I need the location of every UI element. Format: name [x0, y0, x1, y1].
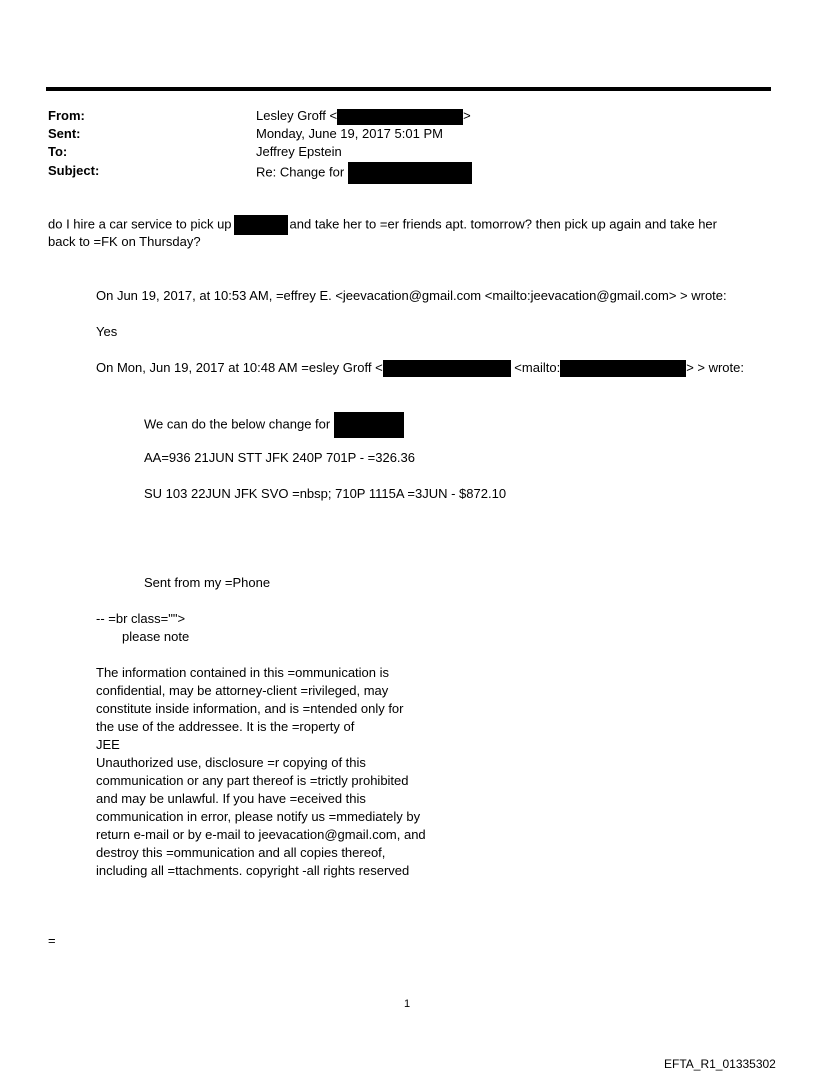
redaction-box	[383, 360, 511, 377]
page-number: 1	[404, 998, 411, 1010]
document-id: EFTA_R1_01335302	[664, 1057, 776, 1071]
flight-line-1: AA=936 21JUN STT JFK 240P 701P - =326.36	[144, 450, 416, 465]
disclaimer-line: JEE	[96, 737, 120, 752]
body-line-1	[48, 215, 717, 235]
sent-value: Monday, June 19, 2017 5:01 PM	[256, 126, 443, 141]
disclaimer-line: the use of the addressee. It is the =roperty of	[96, 719, 355, 734]
redaction-box	[337, 109, 463, 125]
subject-text: Re: Change for	[256, 164, 345, 180]
quote-header-2	[96, 359, 744, 377]
disclaimer-line: constitute inside information, and is =ntended only for	[96, 701, 404, 716]
quote-text: On Mon, Jun 19, 2017 at 10:48 AM =esley Groff <	[96, 360, 383, 375]
from-close: >	[463, 108, 471, 123]
disclaimer-line: Unauthorized use, disclosure =r copying of this	[96, 755, 366, 770]
to-label: To:	[48, 144, 68, 159]
quote-header-1: On Jun 19, 2017, at 10:53 AM, =effrey E. <jeevacation@gmail.com <mailto:jeevacation@gmail.com> > wrote:	[96, 288, 727, 303]
quote-text: <mailto:	[514, 360, 561, 375]
from-name: Lesley Groff <	[256, 108, 338, 123]
subject-value	[256, 162, 472, 184]
quote-text: > > wrote:	[686, 360, 744, 375]
please-note: please note	[122, 629, 190, 644]
signature-separator: -- =br class="">	[96, 611, 186, 626]
from-value	[256, 107, 471, 125]
from-label: From:	[48, 108, 85, 123]
redaction-box	[348, 162, 472, 184]
redaction-box	[560, 360, 686, 377]
subject-label: Subject:	[48, 163, 100, 178]
header-rule	[46, 87, 771, 91]
disclaimer-line: destroy this =ommunication and all copies thereof,	[96, 845, 386, 860]
body-text: do I hire a car service to pick up	[48, 216, 232, 232]
to-value: Jeffrey Epstein	[256, 144, 342, 159]
trailer-mark: =	[48, 933, 56, 948]
body-text: and take her to =er friends apt. tomorrow? then pick up again and take her	[289, 216, 717, 232]
redaction-box	[334, 412, 404, 438]
disclaimer-line: and may be unlawful. If you have =eceived this	[96, 791, 366, 806]
disclaimer-line: communication or any part thereof is =trictly prohibited	[96, 773, 409, 788]
disclaimer-line: including all =ttachments. copyright -all rights reserved	[96, 863, 410, 878]
sent-from-line: Sent from my =Phone	[144, 575, 271, 590]
disclaimer-line: return e-mail or by e-mail to jeevacation@gmail.com, and	[96, 827, 426, 842]
body-line-2: back to =FK on Thursday?	[48, 234, 201, 249]
sent-label: Sent:	[48, 126, 81, 141]
disclaimer-line: confidential, may be attorney-client =rivileged, may	[96, 683, 389, 698]
quote-reply: Yes	[96, 324, 118, 339]
disclaimer-line: The information contained in this =ommunication is	[96, 665, 390, 680]
change-line	[144, 412, 404, 438]
redaction-box	[234, 215, 288, 235]
disclaimer-line: communication in error, please notify us =mmediately by	[96, 809, 421, 824]
quote-text: We can do the below change for	[144, 416, 331, 432]
disclaimer-block	[96, 664, 426, 880]
flight-line-2: SU 103 22JUN JFK SVO =nbsp; 710P 1115A =3JUN - $872.10	[144, 486, 507, 501]
